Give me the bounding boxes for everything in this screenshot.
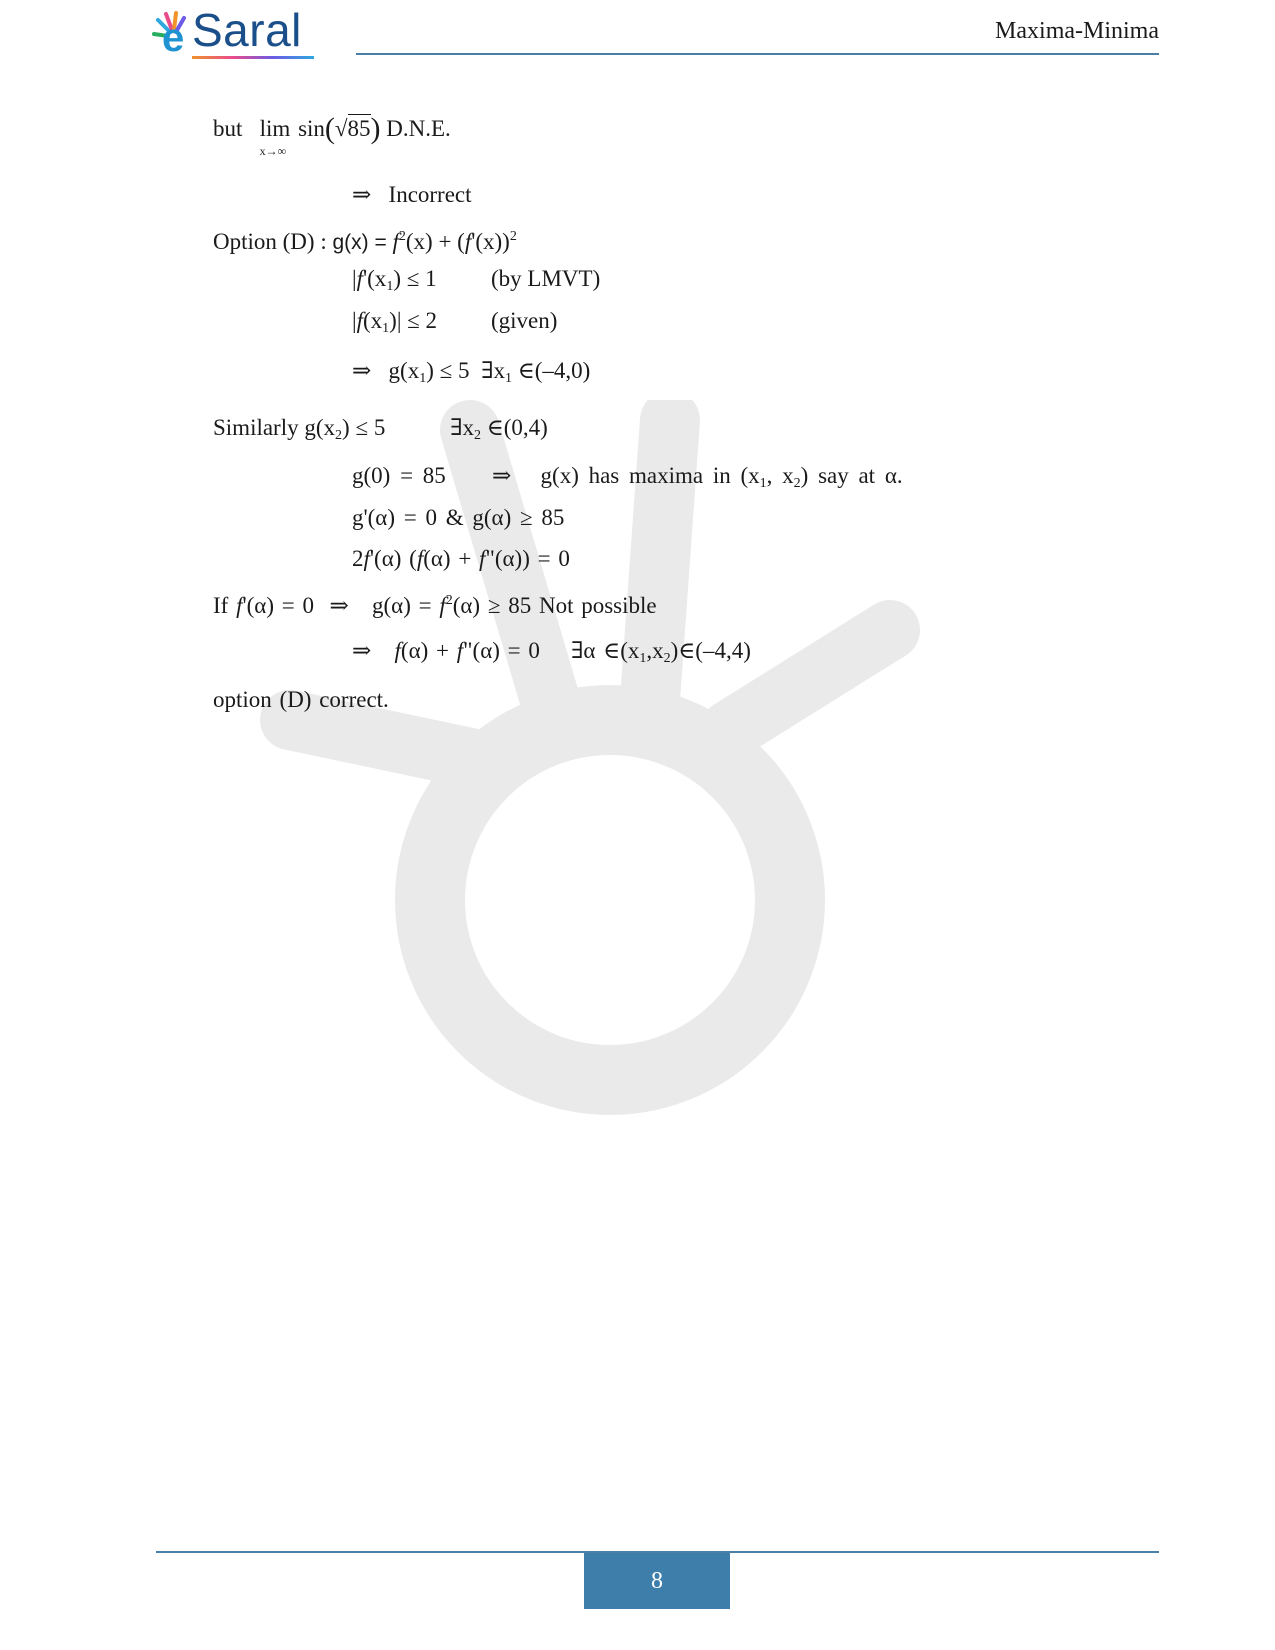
implies-symbol: ⇒ [492, 463, 512, 488]
subscript: 1 [386, 279, 394, 294]
f-symbol: f [416, 546, 424, 571]
subscript: 2 [793, 476, 801, 491]
subscript: 2 [335, 428, 343, 443]
line-g0 [352, 461, 903, 491]
line-g-x1 [352, 356, 590, 394]
expr-part: )∈(–4,4) [670, 638, 751, 663]
expr-part: ) ≤ 1 [393, 266, 437, 291]
limit-operator [259, 114, 291, 158]
expr-part: (x) + ( [405, 229, 465, 254]
expr-part: (α) + [400, 638, 450, 663]
expr-part: '(α) ( [369, 546, 417, 571]
expr-part: 2 [352, 546, 364, 571]
option-d-label: Option (D) : [213, 229, 327, 254]
page-number: 8 [584, 1553, 730, 1609]
expr-part: , x [766, 463, 794, 488]
f-symbol: f [456, 638, 464, 663]
subscript: 1 [759, 476, 767, 491]
header-divider [356, 53, 1159, 55]
implies-symbol: ⇒ [352, 638, 372, 663]
f-symbol: f [236, 593, 243, 618]
expr-part: '(x)) [471, 229, 510, 254]
expr-part: (α) ≥ 85 Not possible [452, 593, 657, 618]
sin-text: sin [298, 116, 325, 141]
superscript: 2 [509, 229, 517, 244]
expr-part: "(α)) = 0 [485, 546, 570, 571]
subscript: 1 [382, 321, 390, 336]
line-derivative [352, 544, 570, 574]
conclusion-text: option (D) correct. [213, 687, 389, 712]
line-option-correct [213, 685, 389, 715]
f-symbol: f [392, 229, 399, 254]
expr-part: '(x [363, 266, 387, 291]
implies-symbol: ⇒ [352, 182, 372, 207]
dne-text: D.N.E. [386, 116, 451, 141]
f-symbol: f [464, 229, 472, 254]
expr-part: If [213, 593, 229, 618]
lmvt-note: (by LMVT) [491, 266, 601, 291]
expr-part: ∈(–4,0) [517, 358, 591, 383]
expr-part: | [352, 308, 357, 333]
subscript: 1 [504, 371, 512, 386]
expr-part: ∃x [481, 358, 505, 383]
expr-part: (x [363, 308, 383, 333]
lim-text: lim [259, 116, 291, 141]
f-symbol: f [439, 593, 446, 618]
expr-part: ∃x [450, 415, 474, 440]
subscript: 2 [663, 651, 671, 666]
line-g-alpha [352, 503, 564, 533]
f-symbol: f [394, 638, 401, 663]
subscript: 1 [639, 651, 647, 666]
gx-expr: g(x) = [332, 231, 387, 254]
expr-part: ) ≤ 5 [426, 358, 470, 383]
expr-part: g(α) = [371, 593, 432, 618]
subscript: 1 [419, 371, 427, 386]
logo-e: e [162, 16, 185, 60]
superscript: 2 [445, 593, 453, 608]
expr-part: "(α) = 0 [463, 638, 540, 663]
text-but: but [213, 116, 243, 141]
line-if [213, 586, 657, 621]
expr-part: ∃α ∈(x [570, 638, 640, 663]
expr-part: g(x [388, 358, 420, 383]
implies-symbol: ⇒ [352, 358, 372, 383]
incorrect-text: Incorrect [388, 182, 472, 207]
expr-part: ) ≤ 5 [342, 415, 386, 440]
expr-part: ,x [646, 638, 664, 663]
line-incorrect [352, 180, 472, 210]
f-symbol: f [356, 266, 363, 291]
lim-subscript: x→∞ [259, 144, 287, 158]
logo-underline [192, 56, 314, 59]
subscript: 2 [473, 428, 481, 443]
expr-part: )| ≤ 2 [389, 308, 438, 333]
line-option-d [213, 222, 517, 258]
f-symbol: f [363, 546, 370, 571]
logo-wordmark: Saral [192, 4, 302, 56]
chapter-title: Maxima-Minima [995, 18, 1159, 44]
superscript: 2 [398, 229, 406, 244]
line-similarly [213, 413, 548, 451]
sqrt-value: 85 [347, 116, 371, 141]
line-conclusion [352, 636, 751, 674]
f-symbol: f [479, 546, 486, 571]
given-note: (given) [491, 308, 558, 333]
expr-part: Similarly g(x [213, 415, 336, 440]
line-lmvt [352, 264, 601, 302]
line-limit: but lim x→∞ sin(√85) D.N.E. [213, 114, 451, 144]
expr-part: g(0) = 85 [352, 463, 446, 488]
expr-part: g(x) has maxima in (x [540, 463, 760, 488]
implies-symbol: ⇒ [329, 593, 349, 618]
expr-part: ∈(0,4) [486, 415, 548, 440]
expr-part: | [352, 266, 357, 291]
expr-part: '(α) = 0 [242, 593, 314, 618]
expr-part: (α) + [423, 546, 472, 571]
expr-part: ) say at α. [800, 463, 903, 488]
line-given [352, 306, 558, 344]
f-symbol: f [356, 308, 363, 333]
esaral-logo [152, 6, 327, 58]
expr-part: g'(α) = 0 & g(α) ≥ 85 [352, 505, 565, 530]
